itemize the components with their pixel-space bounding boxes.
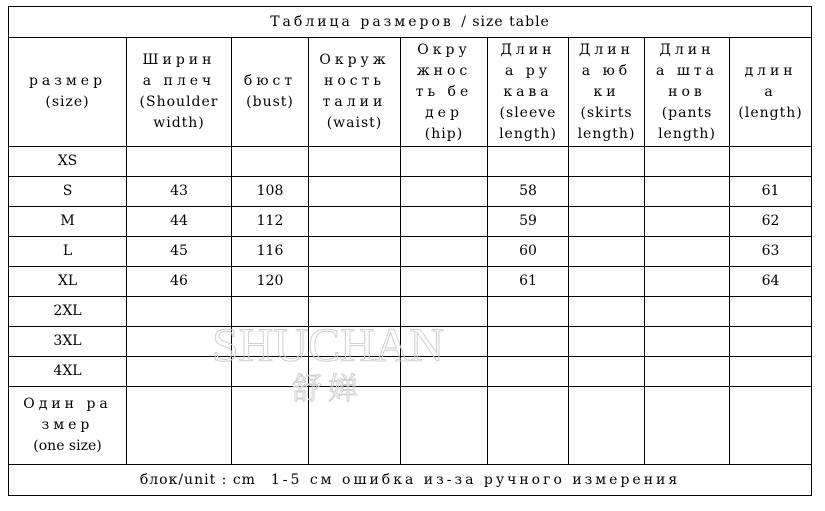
header-length — [730, 38, 812, 147]
table-cell: 112 — [232, 207, 309, 237]
header-ru: длин а — [744, 62, 797, 100]
header-en: (pants length) — [658, 104, 716, 142]
size-label: S — [9, 177, 127, 207]
table-row — [9, 177, 812, 207]
table-cell — [232, 387, 309, 465]
footer-note: 1-5 см ошибка из-за ручного измерения — [270, 471, 681, 488]
table-row — [9, 357, 812, 387]
table-cell — [309, 237, 401, 267]
table-row — [9, 237, 812, 267]
header-en: (waist) — [326, 115, 383, 131]
table-cell — [488, 297, 569, 327]
table-cell — [309, 327, 401, 357]
header-en: (hip) — [424, 125, 464, 142]
table-row — [9, 297, 812, 327]
table-cell — [309, 387, 401, 465]
header-shoulder-width — [127, 38, 232, 147]
table-cell — [645, 207, 730, 237]
table-title-ru: Таблица размеров — [270, 13, 454, 30]
one-size-ru: Один ра змер — [23, 396, 112, 433]
table-cell: 46 — [127, 267, 232, 297]
table-cell: 59 — [488, 207, 569, 237]
table-cell: 62 — [730, 207, 812, 237]
table-cell: 61 — [730, 177, 812, 207]
table-cell — [401, 237, 488, 267]
size-label-one-size — [9, 387, 127, 465]
table-footer — [9, 465, 812, 496]
table-cell — [401, 267, 488, 297]
table-cell — [309, 207, 401, 237]
table-cell — [309, 297, 401, 327]
table-cell — [730, 147, 812, 177]
size-label: 4XL — [9, 357, 127, 387]
table-row — [9, 147, 812, 177]
table-cell: 120 — [232, 267, 309, 297]
table-cell — [569, 327, 645, 357]
table-cell — [488, 357, 569, 387]
table-title-en: / size table — [461, 13, 550, 30]
table-cell — [401, 207, 488, 237]
table-cell — [309, 177, 401, 207]
size-label: 2XL — [9, 297, 127, 327]
table-cell — [730, 387, 812, 465]
header-sleeve-length — [488, 38, 569, 147]
table-cell — [401, 327, 488, 357]
table-cell — [401, 357, 488, 387]
table-row-one-size — [9, 387, 812, 465]
watermark-cjk: 舒婵 — [292, 372, 364, 407]
header-en: (bust) — [246, 94, 294, 110]
table-cell — [569, 267, 645, 297]
table-cell — [127, 357, 232, 387]
size-label: XS — [9, 147, 127, 177]
table-cell — [232, 357, 309, 387]
table-body — [9, 147, 812, 387]
header-skirts-length — [569, 38, 645, 147]
table-cell: 108 — [232, 177, 309, 207]
header-pants-length — [645, 38, 730, 147]
header-ru: Ширин а плеч — [142, 52, 216, 89]
header-ru: бюст — [243, 73, 297, 89]
table-cell — [401, 387, 488, 465]
table-cell — [645, 387, 730, 465]
table-cell — [488, 147, 569, 177]
header-en: (size) — [45, 94, 90, 110]
table-cell — [730, 297, 812, 327]
table-title — [9, 7, 812, 38]
table-row — [9, 207, 812, 237]
header-ru: размер — [28, 73, 107, 89]
table-row — [9, 267, 812, 297]
header-row — [9, 38, 812, 147]
table-cell — [401, 297, 488, 327]
header-size — [9, 38, 127, 147]
table-cell — [645, 357, 730, 387]
size-label: L — [9, 237, 127, 267]
size-table — [8, 6, 812, 496]
table-cell — [645, 267, 730, 297]
table-cell: 60 — [488, 237, 569, 267]
table-cell — [127, 327, 232, 357]
watermark-latin: SHUCHAN — [211, 319, 445, 372]
table-cell — [127, 147, 232, 177]
table-cell — [569, 387, 645, 465]
table-cell — [309, 357, 401, 387]
table-cell — [488, 327, 569, 357]
table-cell — [232, 327, 309, 357]
table-cell — [401, 177, 488, 207]
size-label: 3XL — [9, 327, 127, 357]
header-ru: Окру жнос ть бе дер — [415, 41, 473, 121]
table-cell — [569, 147, 645, 177]
table-cell — [569, 297, 645, 327]
size-label: M — [9, 207, 127, 237]
table-cell — [401, 147, 488, 177]
header-en: (sleeve length) — [499, 104, 557, 142]
table-cell — [127, 387, 232, 465]
table-cell — [645, 177, 730, 207]
table-cell — [645, 297, 730, 327]
header-en: (Shoulder width) — [139, 94, 219, 131]
header-ru: Длин а шта нов — [656, 41, 718, 100]
table-cell — [730, 357, 812, 387]
table-cell — [232, 297, 309, 327]
table-cell — [645, 327, 730, 357]
header-en: (length) — [738, 104, 803, 121]
table-cell — [730, 327, 812, 357]
table-cell: 116 — [232, 237, 309, 267]
table-cell — [309, 147, 401, 177]
table-cell — [569, 237, 645, 267]
table-row — [9, 327, 812, 357]
table-cell — [569, 357, 645, 387]
table-cell — [569, 177, 645, 207]
table-cell: 63 — [730, 237, 812, 267]
table-cell: 44 — [127, 207, 232, 237]
table-cell — [569, 207, 645, 237]
table-cell — [309, 267, 401, 297]
footer-unit: блок/unit : cm — [139, 471, 256, 488]
table-cell: 64 — [730, 267, 812, 297]
header-ru: Длин а юб ки — [579, 41, 634, 100]
one-size-en: (one size) — [33, 438, 102, 454]
table-cell: 61 — [488, 267, 569, 297]
header-waist — [309, 38, 401, 147]
header-hip — [401, 38, 488, 147]
table-cell: 43 — [127, 177, 232, 207]
header-ru: Длин а ру кава — [500, 41, 556, 100]
table-cell — [127, 297, 232, 327]
header-bust — [232, 38, 309, 147]
table-cell — [232, 147, 309, 177]
table-cell — [645, 147, 730, 177]
table-cell — [645, 237, 730, 267]
table-cell: 58 — [488, 177, 569, 207]
header-en: (skirts length) — [577, 104, 636, 142]
header-ru: Окруж ность талии — [319, 52, 390, 110]
table-cell — [488, 387, 569, 465]
table-cell: 45 — [127, 237, 232, 267]
size-label: XL — [9, 267, 127, 297]
